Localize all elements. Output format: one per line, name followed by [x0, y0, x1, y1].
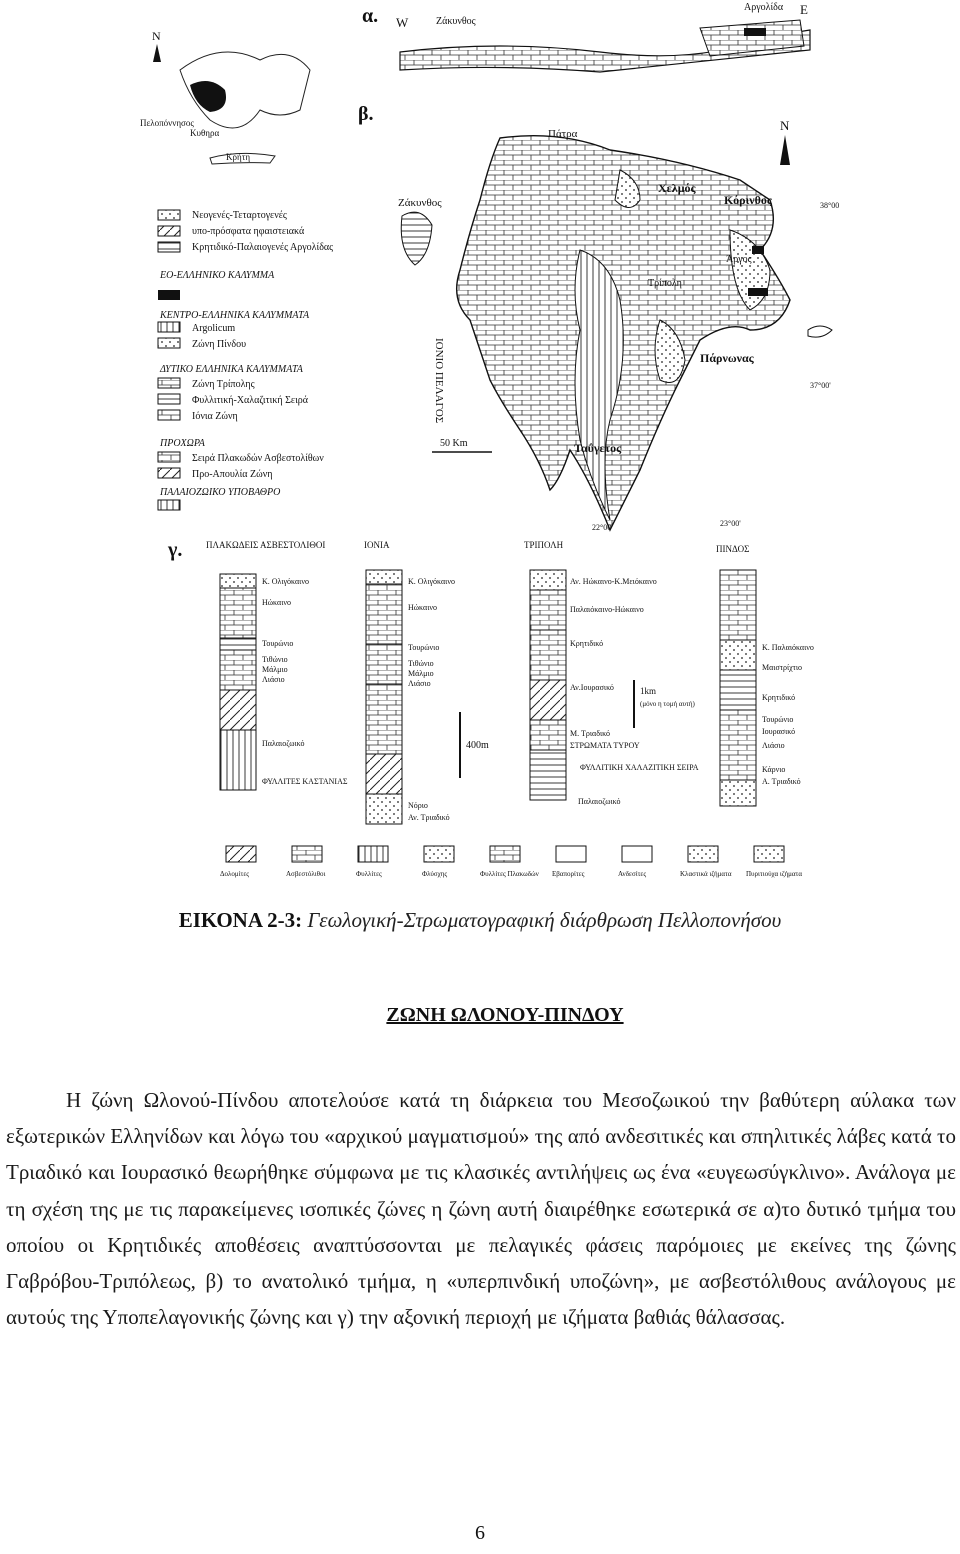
scale-label: 50 Km	[440, 438, 468, 449]
inset-label-kythira: Κυθηρα	[190, 128, 220, 138]
column-label: Κ. Ολιγόκαινο	[262, 577, 309, 586]
column-label: Ιουρασικό	[762, 727, 796, 736]
column-label: Αν. Τριαδικό	[408, 813, 450, 822]
column-label: ΦΥΛΛΙΤΙΚΗ ΧΑΛΑΖΙΤΙΚΗ ΣΕΙΡΑ	[580, 763, 699, 772]
page-number: 6	[475, 1522, 485, 1544]
lithology-label: Δολομίτες	[220, 870, 250, 878]
column-label: ΦΥΛΛΙΤΕΣ ΚΑΣΤΑΝΙΑΣ	[262, 777, 348, 786]
column-title: ΤΡΙΠΟΛΗ	[524, 540, 564, 550]
panel-c-label: γ.	[168, 539, 183, 561]
scale-1km-note: (μόνο η τομή αυτή)	[640, 700, 695, 708]
lithology-label: Ασβεστόλιθοι	[286, 870, 326, 878]
lithology-label: Φυλλίτες Πλακωδών	[480, 870, 539, 878]
legend-item: Κρητιδικό-Παλαιογενές Αργολίδας	[192, 242, 334, 253]
lon-label: 23°00'	[720, 519, 741, 528]
legend-group: ΠΑΛΑΙΟΖΩΙΚΟ ΥΠΟΒΑΘΡΟ	[160, 487, 281, 498]
map-north: N	[780, 118, 790, 133]
caption-lead: ΕΙΚΟΝΑ 2-3:	[178, 908, 303, 932]
column-label: Ηώκαινο	[408, 603, 437, 612]
column-label: Παλαιοζωικό	[262, 739, 305, 748]
legend-item: Ζώνη Πίνδου	[192, 339, 247, 350]
legend-group: ΔΥΤΙΚΟ ΕΛΛΗΝΙΚΑ ΚΑΛΥΜΜΑΤΑ	[160, 364, 303, 375]
lithology-label: Εβαπορίτες	[552, 870, 585, 878]
column-label: Τουρώνιο	[762, 715, 794, 724]
inset-north: N	[152, 29, 161, 43]
scale-1km: 1km	[640, 686, 657, 696]
legend-group: ΚΕΝΤΡΟ-ΕΛΛΗΝΙΚΑ ΚΑΛΥΜΜΑΤΑ	[160, 310, 310, 321]
lithology-label: Φυλλίτες	[356, 870, 382, 878]
strat-column-1	[206, 540, 348, 790]
sea-label: ΙΟΝΙΟ ΠΕΛΑΓΟΣ	[433, 338, 445, 424]
column-label: Νόριο	[408, 801, 428, 810]
legend-item: Ζώνη Τρίπολης	[192, 379, 255, 390]
place-label: Άργος	[726, 254, 752, 265]
section-heading: ΖΩΝΗ ΩΛΟΝΟΥ-ΠΙΝΔΟΥ	[386, 1004, 624, 1026]
column-label: Λιάσιο	[408, 679, 431, 688]
column-title: ΙΟΝΙΑ	[364, 540, 390, 550]
column-label: Μαιστρίχτιο	[762, 663, 803, 672]
panel-b-label: β.	[358, 103, 374, 125]
place-label: Ταΰγετος	[574, 441, 622, 455]
column-label: Τιθώνιο	[408, 659, 434, 668]
column-label: Λιάσιο	[762, 741, 785, 750]
column-label: Ηώκαινο	[262, 598, 291, 607]
strat-column-2	[364, 540, 455, 824]
place-label: Πάρνωνας	[700, 351, 754, 365]
geology-figure	[140, 0, 860, 890]
figure-caption	[0, 908, 960, 933]
a-place-left: Ζάκυνθος	[436, 16, 476, 27]
legend-item: Προ-Απουλία Ζώνη	[192, 469, 273, 480]
strat-column-4	[716, 544, 814, 806]
place-label: Χελμός	[658, 181, 696, 195]
lithology-label: Φλύσχης	[422, 870, 448, 878]
legend-item: Ιόνια Ζώνη	[192, 411, 238, 422]
lithology-label: Ανδεσίτες	[618, 870, 647, 878]
lithology-label: Κλαστικά ιζήματα	[680, 870, 732, 878]
legend-group: ΠΡΟΧΩΡΑ	[160, 438, 205, 449]
column-label: Τουρώνιο	[262, 639, 294, 648]
caption-text: Γεωλογική-Στρωματογραφική διάρθρωση Πελλοπονήσου	[307, 908, 782, 932]
cross-section-a	[400, 20, 810, 72]
legend-item: Σειρά Πλακωδών Ασβεστολίθων	[192, 453, 324, 464]
place-label: Τρίπολη	[648, 278, 682, 289]
column-label: Κ. Ολιγόκαινο	[408, 577, 455, 586]
place-label: Κόρινθος	[724, 193, 772, 207]
column-label: Κρητιδικό	[762, 693, 796, 702]
inset-label-peloponnese: Πελοπόννησος	[140, 118, 194, 128]
east-label: E	[800, 2, 808, 17]
lithology-label: Πυριτιούχα ιζήματα	[746, 870, 802, 878]
place-label: Πάτρα	[548, 128, 578, 140]
lat-label: 37°00'	[810, 381, 831, 390]
column-label: Λιάσιο	[262, 675, 285, 684]
strat-column-3	[524, 540, 699, 806]
column-label: Κρητιδικό	[570, 639, 604, 648]
panel-a-label: α.	[362, 5, 379, 27]
column-label: Μάλμιο	[408, 669, 434, 678]
column-label: Κ. Παλαιόκαινο	[762, 643, 814, 652]
column-label: Παλαιόκαινο-Ηώκαινο	[570, 605, 644, 614]
column-label: Αν.Ιουρασικό	[570, 683, 614, 692]
legend-item: Φυλλιτική-Χαλαζιτική Σειρά	[192, 395, 309, 406]
column-label: Αν. Ηώκαινο-Κ.Μειόκαινο	[570, 577, 657, 586]
column-label: Α. Τριαδικό	[762, 777, 801, 786]
north-arrow-icon	[780, 135, 790, 165]
lon-label: 22°00'	[592, 523, 613, 532]
map-legend	[158, 210, 333, 510]
column-label: Παλαιοζωικό	[578, 797, 621, 806]
scale-400m: 400m	[466, 740, 489, 751]
lat-label: 38°00	[820, 201, 840, 210]
legend-item: Νεογενές-Τεταρτογενές	[192, 210, 287, 221]
body-paragraph: Η ζώνη Ωλονού-Πίνδου αποτελούσε κατά τη διάρκεια του Μεσοζωικού την βαθύτερη αύλακα των εξωτερικών Ελληνίδων και λόγω του «αρχικού μαγματισμού» της από ανδεσιτικές και σπηλιτικές λάβες κατά το Τριαδικό και Ιουρασικό θεωρήθηκε σύμφωνα με τις κλασικές αντιλήψεις ως ένα «ευγεωσύγκλινο». Ανάλογα με τη σχέση της με τις παρακείμενες ισοπικές ζώνες η ζώνη αυτή διαιρέθηκε εσωτερικά σε α)το δυτικό τμήμα του οποίου οι Κρητιδικές αποθέσεις αναπτύσσονται με πελαγικές φάσεις παρόμοιες με εκείνες της ζώνης Γαβρόβου-Τριπόλεως, β) το ανατολικό τμήμα, η «υπερπινδική υποζώνη», με ασβεστόλιθους ανάλογους με αυτούς της Υποπελαγονικής ζώνης και γ) την αξονική περιοχή με ιζήματα βαθιάς θάλασσας.	[6, 1088, 956, 1330]
north-arrow-icon	[153, 44, 161, 62]
place-label: Ζάκυνθος	[398, 197, 442, 209]
column-title: ΠΛΑΚΩΔΕΙΣ ΑΣΒΕΣΤΟΛΙΘΟΙ	[206, 540, 326, 550]
column-label: Κάρνιο	[762, 765, 786, 774]
geology-figure-drawing	[140, 0, 860, 890]
legend-item: υπο-πρόσφατα ηφαιστειακά	[192, 226, 305, 237]
west-label: W	[396, 15, 409, 30]
column-title: ΠΙΝΔΟΣ	[716, 544, 750, 554]
lithology-legend	[220, 846, 802, 878]
column-label: Τουρώνιο	[408, 643, 440, 652]
column-label: Μάλμιο	[262, 665, 288, 674]
greece-inset-map	[140, 29, 310, 164]
a-place-right: Αργολίδα	[744, 2, 784, 13]
column-label: ΣΤΡΩΜΑΤΑ ΤΥΡΟΥ	[570, 741, 640, 750]
column-label: Τιθώνιο	[262, 655, 288, 664]
legend-item: Argolicum	[192, 323, 236, 334]
legend-group: ΕΟ-ΕΛΛΗΝΙΚΟ ΚΑΛΥΜΜΑ	[160, 270, 275, 281]
inset-label-crete: Κρήτη	[226, 152, 251, 162]
column-label: Μ. Τριαδικό	[570, 729, 610, 738]
